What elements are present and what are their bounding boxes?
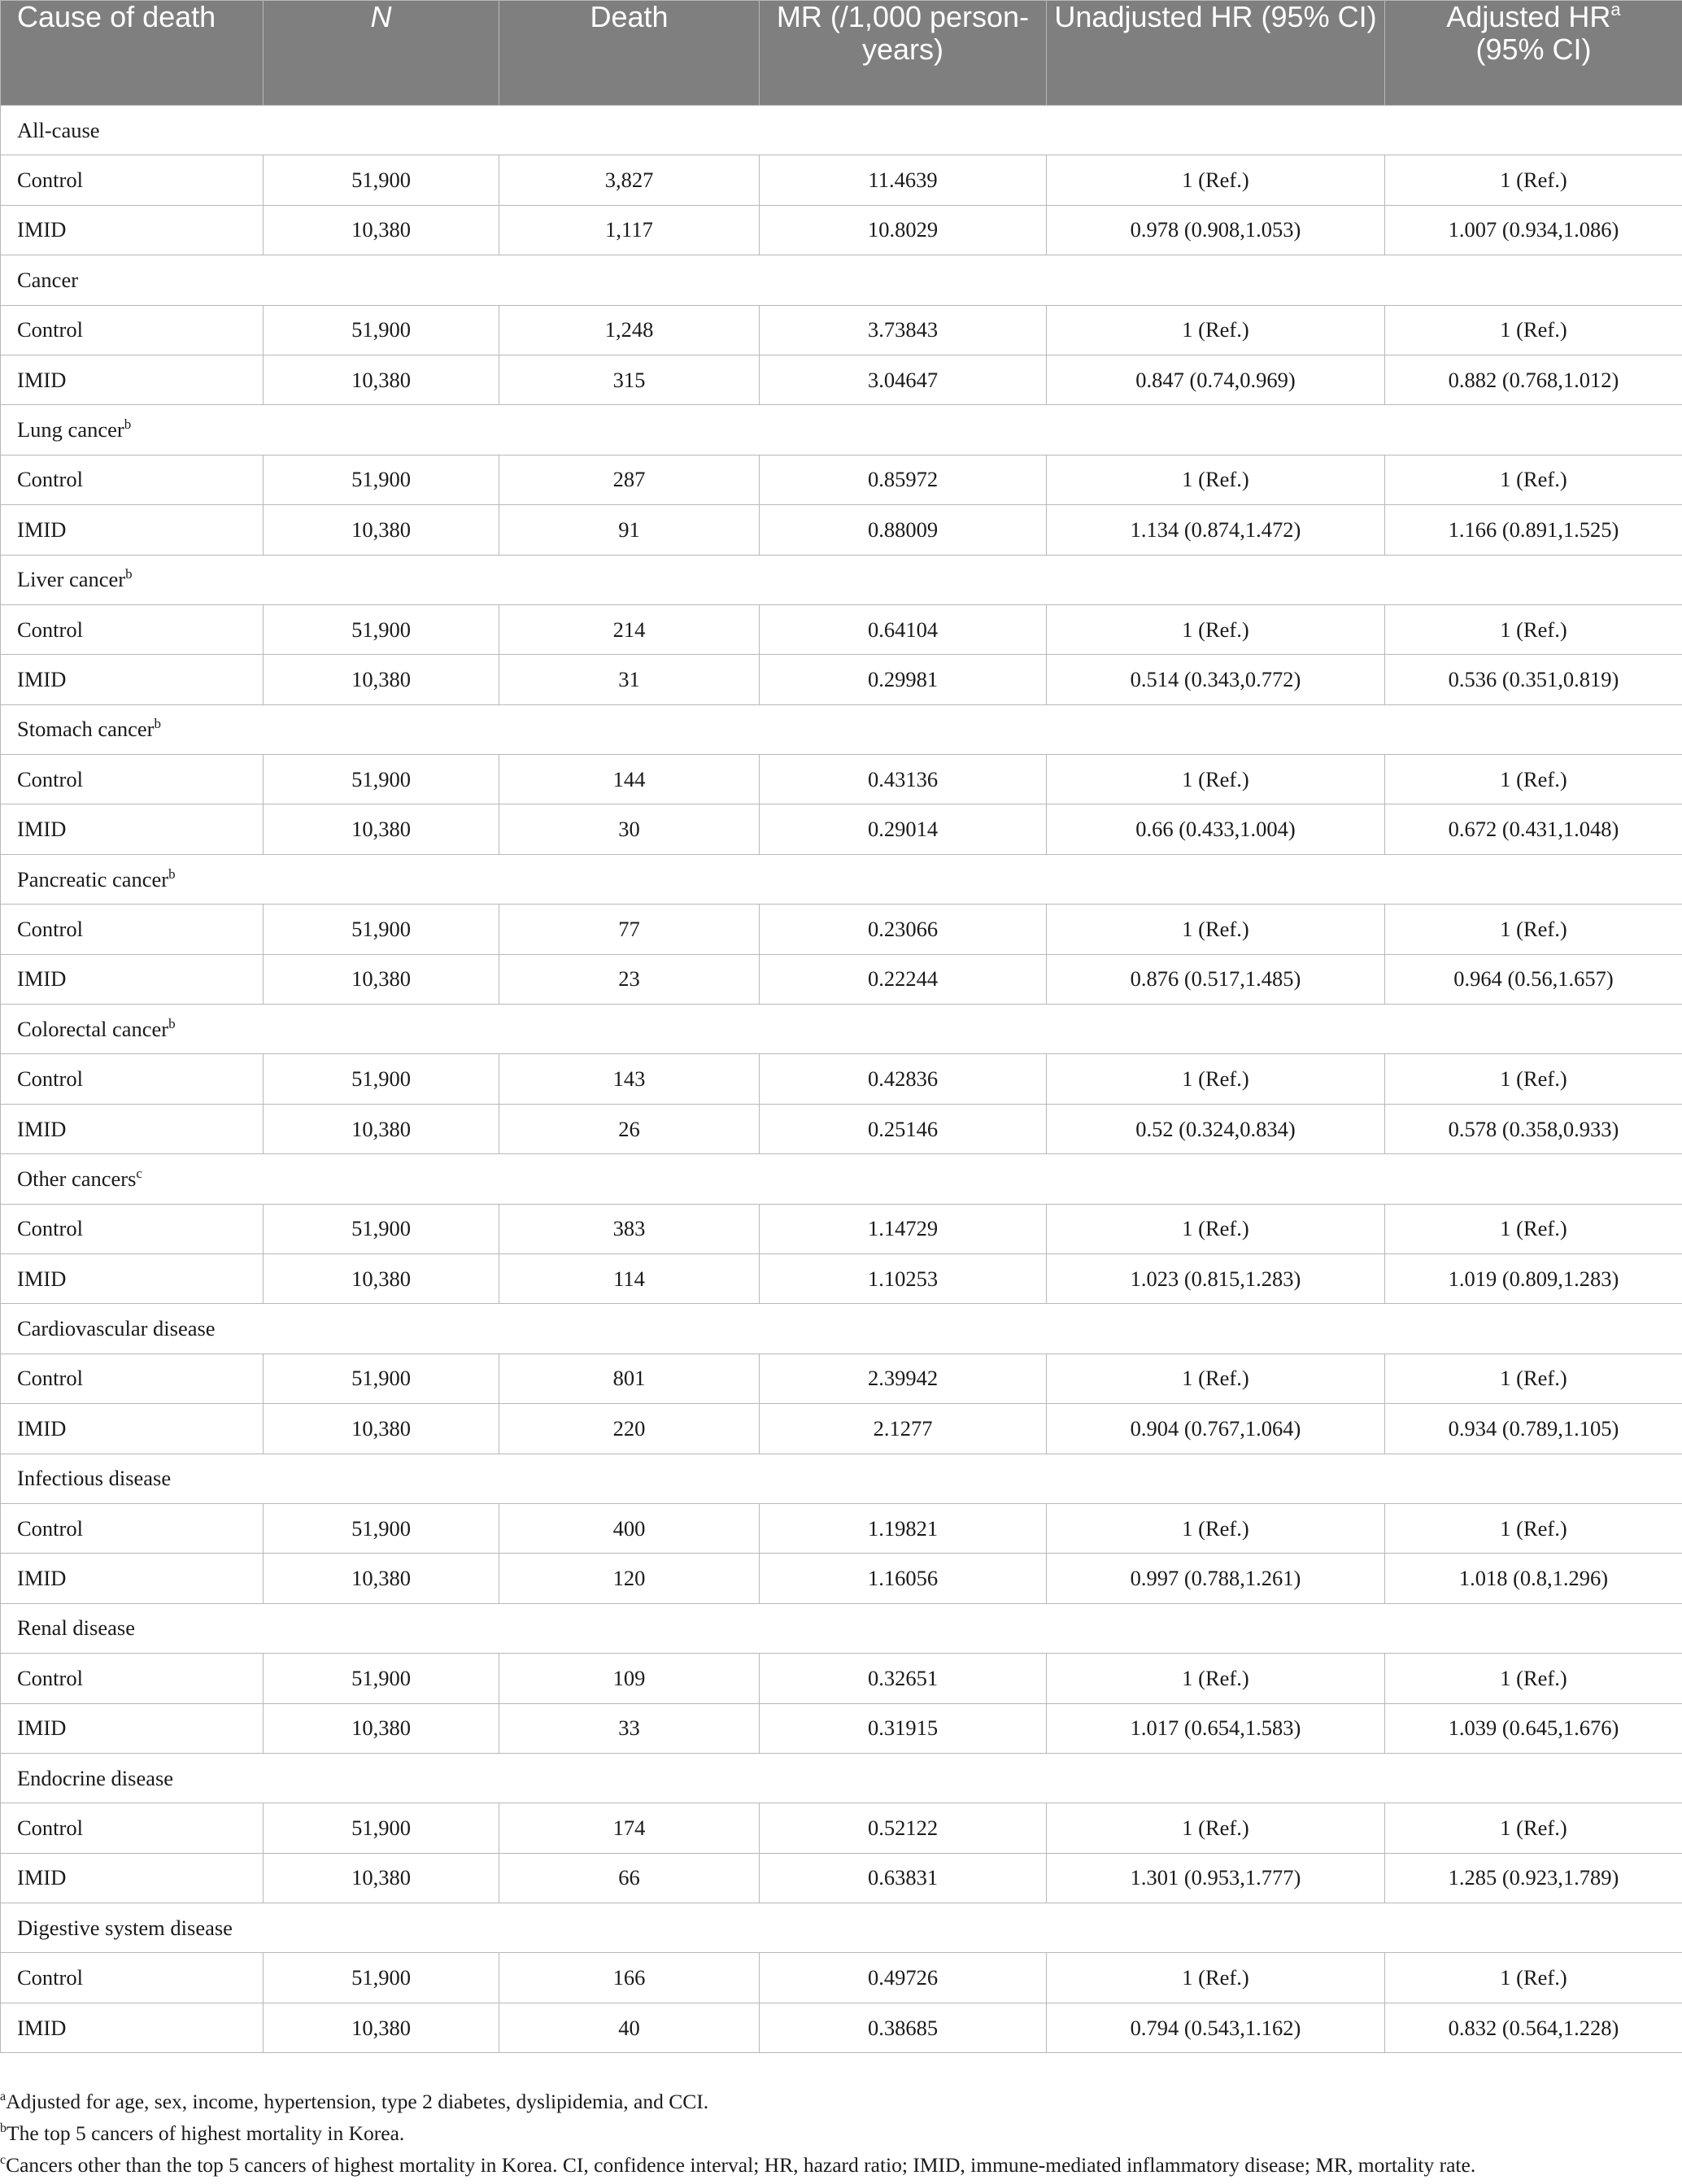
table-row [1, 1703, 1682, 1753]
n-cell: 51,900 [264, 1204, 499, 1253]
category-label [1, 1454, 1682, 1503]
death-cell: 66 [499, 1853, 760, 1903]
category-row [1, 1603, 1682, 1653]
category-name: Cancer [17, 267, 79, 292]
group-label: Control [1, 755, 264, 804]
table-header [1, 1, 1682, 106]
n-cell: 10,380 [264, 954, 499, 1004]
category-label [1, 405, 1682, 455]
mr-cell: 0.42836 [760, 1054, 1047, 1104]
table-row [1, 1654, 1682, 1703]
unadjusted-hr-cell: 1 (Ref.) [1047, 1054, 1385, 1104]
adjusted-hr-cell: 0.578 (0.358,0.933) [1385, 1104, 1682, 1153]
mr-cell: 0.23066 [760, 905, 1047, 954]
death-cell: 40 [499, 2003, 760, 2052]
group-label: Control [1, 455, 264, 504]
table-row [1, 1404, 1682, 1454]
category-label [1, 555, 1682, 604]
unadjusted-hr-cell: 0.794 (0.543,1.162) [1047, 2003, 1385, 2052]
death-cell: 31 [499, 655, 760, 704]
category-name: Lung cancer [17, 417, 124, 442]
death-cell: 214 [499, 604, 760, 654]
group-label: Control [1, 1953, 264, 2003]
unadjusted-hr-cell: 0.978 (0.908,1.053) [1047, 205, 1385, 255]
footnote-text: Cancers other than the top 5 cancers of highest mortality in Korea. CI, confidence interval; HR, hazard ratio; IMID, immune-mediated inflammatory disease; MR, mortality rate. [6, 2153, 1476, 2177]
group-label: IMID [1, 2003, 264, 2052]
footnote-text: The top 5 cancers of highest mortality in Korea. [7, 2121, 405, 2145]
table-row [1, 604, 1682, 654]
table-row [1, 1554, 1682, 1603]
footnote-mark: c [0, 2153, 7, 2167]
unadjusted-hr-cell: 0.847 (0.74,0.969) [1047, 355, 1385, 404]
unadjusted-hr-cell: 1.017 (0.654,1.583) [1047, 1703, 1385, 1753]
footnote-mark: a [0, 2090, 7, 2103]
unadjusted-hr-cell: 1 (Ref.) [1047, 1204, 1385, 1253]
category-row [1, 255, 1682, 305]
adjusted-hr-cell: 0.882 (0.768,1.012) [1385, 355, 1682, 404]
category-label [1, 1304, 1682, 1354]
group-label: Control [1, 1204, 264, 1253]
category-label [1, 704, 1682, 754]
adjusted-hr-cell: 1 (Ref.) [1385, 1803, 1682, 1853]
death-cell: 220 [499, 1404, 760, 1454]
mr-cell: 0.32651 [760, 1654, 1047, 1703]
table-row [1, 954, 1682, 1004]
mr-cell: 1.14729 [760, 1204, 1047, 1253]
n-cell: 51,900 [264, 1054, 499, 1104]
footnote-mark: b [168, 1015, 176, 1031]
group-label: IMID [1, 954, 264, 1004]
group-label: Control [1, 604, 264, 654]
mr-cell: 0.64104 [760, 604, 1047, 654]
table-row [1, 905, 1682, 954]
death-cell: 174 [499, 1803, 760, 1853]
footnote [0, 2086, 1682, 2117]
death-cell: 1,117 [499, 205, 760, 255]
mr-cell: 0.25146 [760, 1104, 1047, 1153]
unadjusted-hr-cell: 1 (Ref.) [1047, 1654, 1385, 1703]
n-cell: 10,380 [264, 505, 499, 555]
category-label [1, 1154, 1682, 1204]
category-name: Cardiovascular disease [17, 1316, 216, 1341]
n-cell: 51,900 [264, 155, 499, 205]
adjusted-hr-cell: 1 (Ref.) [1385, 155, 1682, 205]
n-cell: 51,900 [264, 1803, 499, 1853]
adjusted-hr-cell: 1 (Ref.) [1385, 305, 1682, 355]
category-row [1, 106, 1682, 155]
mr-cell: 1.16056 [760, 1554, 1047, 1603]
n-cell: 51,900 [264, 305, 499, 355]
footnote [0, 2149, 1682, 2181]
unadjusted-hr-cell: 0.904 (0.767,1.064) [1047, 1404, 1385, 1454]
n-cell: 10,380 [264, 1253, 499, 1303]
group-label: IMID [1, 1404, 264, 1454]
table-row [1, 1354, 1682, 1403]
adjusted-hr-cell: 1.166 (0.891,1.525) [1385, 505, 1682, 555]
category-label [1, 1603, 1682, 1653]
category-row [1, 1304, 1682, 1354]
death-cell: 143 [499, 1054, 760, 1104]
adjusted-hr-cell: 1 (Ref.) [1385, 1354, 1682, 1403]
death-cell: 33 [499, 1703, 760, 1753]
category-row [1, 854, 1682, 904]
unadjusted-hr-cell: 1 (Ref.) [1047, 1803, 1385, 1853]
footnote-mark-a: a [1610, 0, 1621, 20]
category-row [1, 405, 1682, 455]
death-cell: 801 [499, 1354, 760, 1403]
unadjusted-hr-cell: 1.134 (0.874,1.472) [1047, 505, 1385, 555]
table-row [1, 1803, 1682, 1853]
death-cell: 91 [499, 505, 760, 555]
adjusted-hr-cell: 1.285 (0.923,1.789) [1385, 1853, 1682, 1903]
unadjusted-hr-cell: 1.301 (0.953,1.777) [1047, 1853, 1385, 1903]
group-label: IMID [1, 505, 264, 555]
unadjusted-hr-cell: 1 (Ref.) [1047, 155, 1385, 205]
category-row [1, 704, 1682, 754]
death-cell: 315 [499, 355, 760, 404]
n-cell: 51,900 [264, 905, 499, 954]
unadjusted-hr-cell: 1 (Ref.) [1047, 905, 1385, 954]
group-label: Control [1, 1354, 264, 1403]
adjusted-hr-cell: 1 (Ref.) [1385, 604, 1682, 654]
table-row [1, 1853, 1682, 1903]
unadjusted-hr-cell: 0.514 (0.343,0.772) [1047, 655, 1385, 704]
unadjusted-hr-cell: 1 (Ref.) [1047, 604, 1385, 654]
group-label: IMID [1, 1104, 264, 1153]
n-cell: 10,380 [264, 205, 499, 255]
mr-cell: 0.63831 [760, 1853, 1047, 1903]
n-cell: 51,900 [264, 1354, 499, 1403]
mr-cell: 11.4639 [760, 155, 1047, 205]
death-cell: 144 [499, 755, 760, 804]
table-row [1, 1253, 1682, 1303]
category-name: Liver cancer [17, 567, 126, 592]
group-label: IMID [1, 804, 264, 854]
n-cell: 10,380 [264, 655, 499, 704]
category-label [1, 1903, 1682, 1953]
footnote-mark: b [125, 566, 133, 582]
category-row [1, 1753, 1682, 1803]
death-cell: 120 [499, 1554, 760, 1603]
adjusted-hr-cell: 1.018 (0.8,1.296) [1385, 1554, 1682, 1603]
death-cell: 109 [499, 1654, 760, 1703]
group-label: Control [1, 905, 264, 954]
n-cell: 10,380 [264, 1404, 499, 1454]
category-row [1, 1005, 1682, 1054]
category-label [1, 854, 1682, 904]
table-row [1, 2003, 1682, 2052]
category-name: All-cause [17, 117, 100, 142]
header-mortality-rate: MR (/1,000 person-years) [760, 1, 1047, 106]
category-row [1, 555, 1682, 604]
death-cell: 114 [499, 1253, 760, 1303]
death-cell: 1,248 [499, 305, 760, 355]
n-cell: 10,380 [264, 2003, 499, 2052]
n-cell: 51,900 [264, 604, 499, 654]
category-name: Other cancers [17, 1166, 137, 1191]
mr-cell: 3.04647 [760, 355, 1047, 404]
unadjusted-hr-cell: 0.876 (0.517,1.485) [1047, 954, 1385, 1004]
n-cell: 10,380 [264, 355, 499, 404]
n-cell: 10,380 [264, 1554, 499, 1603]
adjusted-hr-cell: 1 (Ref.) [1385, 455, 1682, 504]
category-label [1, 255, 1682, 305]
unadjusted-hr-cell: 1 (Ref.) [1047, 755, 1385, 804]
n-cell: 51,900 [264, 1503, 499, 1553]
table-row [1, 355, 1682, 404]
group-label: IMID [1, 205, 264, 255]
footnote-text: Adjusted for age, sex, income, hypertension, type 2 diabetes, dyslipidemia, and CCI. [6, 2090, 709, 2113]
mr-cell: 2.1277 [760, 1404, 1047, 1454]
mr-cell: 1.19821 [760, 1503, 1047, 1553]
group-label: IMID [1, 1253, 264, 1303]
header-adjusted-hr-label: Adjusted HR [1446, 0, 1611, 33]
table-row [1, 755, 1682, 804]
mr-cell: 0.31915 [760, 1703, 1047, 1753]
unadjusted-hr-cell: 1 (Ref.) [1047, 305, 1385, 355]
group-label: Control [1, 1503, 264, 1553]
table-row [1, 1054, 1682, 1104]
adjusted-hr-cell: 0.964 (0.56,1.657) [1385, 954, 1682, 1004]
unadjusted-hr-cell: 1.023 (0.815,1.283) [1047, 1253, 1385, 1303]
death-cell: 3,827 [499, 155, 760, 205]
header-row [1, 1, 1682, 106]
category-name: Colorectal cancer [17, 1016, 169, 1041]
adjusted-hr-cell: 0.934 (0.789,1.105) [1385, 1404, 1682, 1454]
table-row [1, 655, 1682, 704]
n-cell: 51,900 [264, 1953, 499, 2003]
mr-cell: 0.52122 [760, 1803, 1047, 1853]
group-label: IMID [1, 1554, 264, 1603]
table-row [1, 505, 1682, 555]
table-row [1, 1204, 1682, 1253]
table-footnotes [0, 2086, 1682, 2181]
table-row [1, 1953, 1682, 2003]
footnote-mark: b [168, 865, 176, 882]
n-cell: 51,900 [264, 1654, 499, 1703]
n-cell: 10,380 [264, 1703, 499, 1753]
mr-cell: 0.29981 [760, 655, 1047, 704]
unadjusted-hr-cell: 0.52 (0.324,0.834) [1047, 1104, 1385, 1153]
group-label: IMID [1, 1703, 264, 1753]
header-n: N [264, 1, 499, 106]
mr-cell: 0.88009 [760, 505, 1047, 555]
death-cell: 30 [499, 804, 760, 854]
table-row [1, 305, 1682, 355]
mr-cell: 2.39942 [760, 1354, 1047, 1403]
table-row [1, 455, 1682, 504]
unadjusted-hr-cell: 1 (Ref.) [1047, 455, 1385, 504]
category-name: Endocrine disease [17, 1765, 174, 1790]
adjusted-hr-cell: 1 (Ref.) [1385, 1054, 1682, 1104]
category-row [1, 1903, 1682, 1953]
category-name: Stomach cancer [17, 717, 155, 742]
table-body [1, 106, 1682, 2053]
adjusted-hr-cell: 1.039 (0.645,1.676) [1385, 1703, 1682, 1753]
group-label: Control [1, 305, 264, 355]
group-label: IMID [1, 355, 264, 404]
footnote-mark: b [124, 416, 132, 433]
mr-cell: 1.10253 [760, 1253, 1047, 1303]
adjusted-hr-cell: 1 (Ref.) [1385, 1503, 1682, 1553]
category-label [1, 106, 1682, 155]
footnote-mark: b [0, 2121, 7, 2135]
table-row [1, 1104, 1682, 1153]
unadjusted-hr-cell: 1 (Ref.) [1047, 1953, 1385, 2003]
header-cause-of-death: Cause of death [1, 1, 264, 106]
adjusted-hr-cell: 0.536 (0.351,0.819) [1385, 655, 1682, 704]
footnote-mark: b [154, 716, 161, 732]
unadjusted-hr-cell: 1 (Ref.) [1047, 1503, 1385, 1553]
mr-cell: 0.49726 [760, 1953, 1047, 2003]
category-name: Digestive system disease [17, 1915, 233, 1940]
group-label: Control [1, 155, 264, 205]
table-row [1, 205, 1682, 255]
adjusted-hr-cell: 1 (Ref.) [1385, 1654, 1682, 1703]
header-unadjusted-hr: Unadjusted HR (95% CI) [1047, 1, 1385, 106]
n-cell: 51,900 [264, 455, 499, 504]
death-cell: 77 [499, 905, 760, 954]
table-row [1, 1503, 1682, 1553]
header-adjusted-hr-ci: (95% CI) [1475, 33, 1592, 66]
group-label: Control [1, 1654, 264, 1703]
category-row [1, 1454, 1682, 1503]
group-label: IMID [1, 655, 264, 704]
category-name: Infectious disease [17, 1466, 172, 1491]
table-row [1, 155, 1682, 205]
mr-cell: 0.29014 [760, 804, 1047, 854]
adjusted-hr-cell: 1.007 (0.934,1.086) [1385, 205, 1682, 255]
adjusted-hr-cell: 1 (Ref.) [1385, 1204, 1682, 1253]
mr-cell: 0.43136 [760, 755, 1047, 804]
unadjusted-hr-cell: 0.997 (0.788,1.261) [1047, 1554, 1385, 1603]
group-label: Control [1, 1803, 264, 1853]
mr-cell: 0.85972 [760, 455, 1047, 504]
unadjusted-hr-cell: 1 (Ref.) [1047, 1354, 1385, 1403]
header-death: Death [499, 1, 760, 106]
adjusted-hr-cell: 1.019 (0.809,1.283) [1385, 1253, 1682, 1303]
adjusted-hr-cell: 1 (Ref.) [1385, 905, 1682, 954]
group-label: Control [1, 1054, 264, 1104]
mr-cell: 3.73843 [760, 305, 1047, 355]
death-cell: 400 [499, 1503, 760, 1553]
death-cell: 287 [499, 455, 760, 504]
adjusted-hr-cell: 1 (Ref.) [1385, 755, 1682, 804]
category-name: Pancreatic cancer [17, 866, 169, 891]
category-row [1, 1154, 1682, 1204]
n-cell: 10,380 [264, 804, 499, 854]
death-cell: 26 [499, 1104, 760, 1153]
death-cell: 383 [499, 1204, 760, 1253]
footnote-mark: c [136, 1165, 142, 1181]
group-label: IMID [1, 1853, 264, 1903]
death-cell: 23 [499, 954, 760, 1004]
category-label [1, 1005, 1682, 1054]
table-row [1, 804, 1682, 854]
adjusted-hr-cell: 1 (Ref.) [1385, 1953, 1682, 2003]
adjusted-hr-cell: 0.672 (0.431,1.048) [1385, 804, 1682, 854]
category-name: Renal disease [17, 1615, 135, 1641]
n-cell: 51,900 [264, 755, 499, 804]
mr-cell: 10.8029 [760, 205, 1047, 255]
n-cell: 10,380 [264, 1104, 499, 1153]
mr-cell: 0.38685 [760, 2003, 1047, 2052]
adjusted-hr-cell: 0.832 (0.564,1.228) [1385, 2003, 1682, 2052]
n-cell: 10,380 [264, 1853, 499, 1903]
mr-cell: 0.22244 [760, 954, 1047, 1004]
footnote [0, 2117, 1682, 2149]
header-adjusted-hr [1385, 1, 1682, 106]
category-label [1, 1753, 1682, 1803]
unadjusted-hr-cell: 0.66 (0.433,1.004) [1047, 804, 1385, 854]
death-cell: 166 [499, 1953, 760, 2003]
